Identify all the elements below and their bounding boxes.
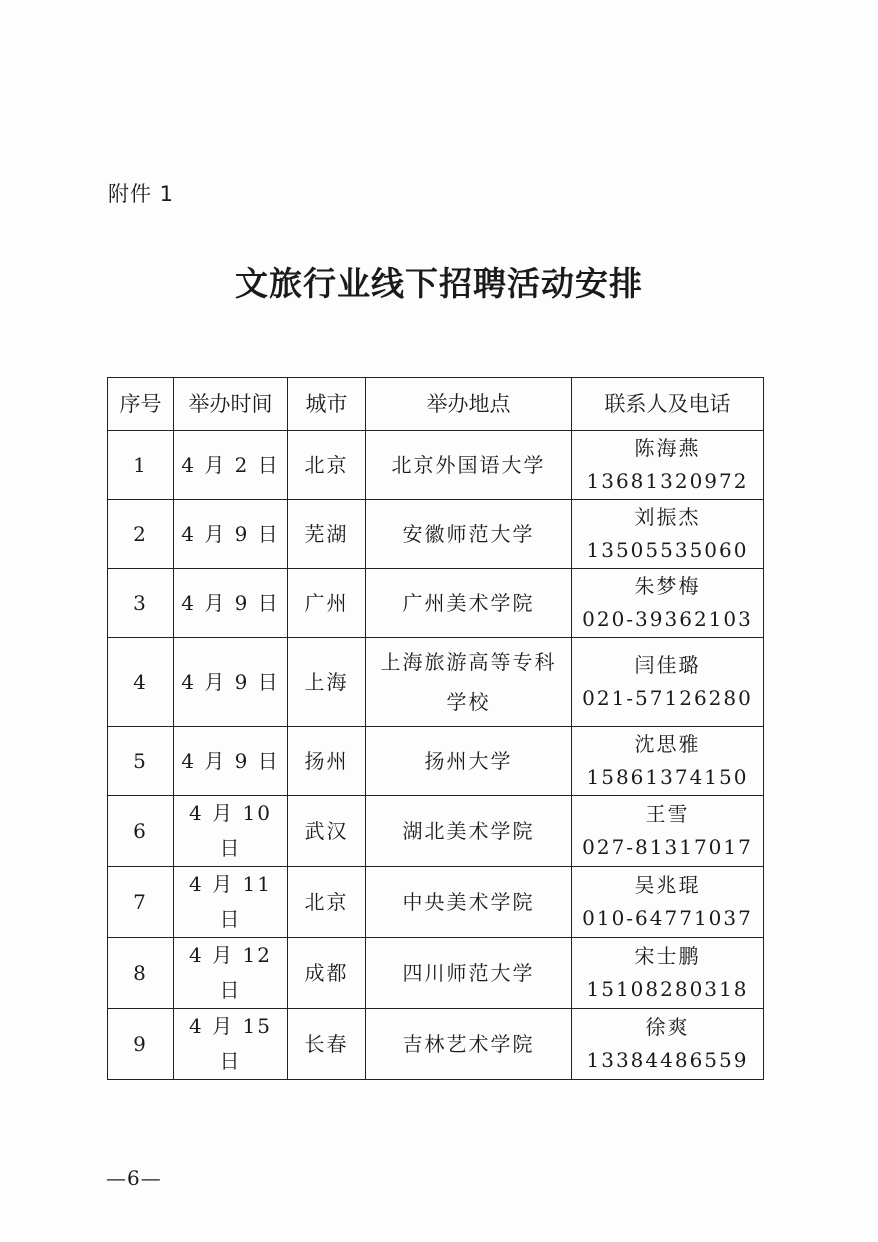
cell-index: 6	[108, 796, 174, 867]
cell-index: 5	[108, 727, 174, 796]
cell-venue	[366, 569, 572, 638]
table-row	[108, 727, 764, 796]
header-venue: 举办地点	[366, 378, 572, 431]
venue-text: 广州美术学院	[402, 591, 535, 615]
cell-date: 4 月 9 日	[174, 727, 288, 796]
cell-contact	[572, 938, 764, 1009]
contact-name: 徐爽	[645, 1015, 690, 1039]
cell-date: 4 月 10 日	[174, 796, 288, 867]
cell-date: 4 月 9 日	[174, 569, 288, 638]
table-row	[108, 1009, 764, 1080]
header-contact: 联系人及电话	[572, 378, 764, 431]
contact-phone: 027-81317017	[582, 835, 753, 859]
cell-date: 4 月 12 日	[174, 938, 288, 1009]
table-row	[108, 431, 764, 500]
contact-name: 王雪	[645, 802, 690, 826]
contact-phone: 010-64771037	[582, 906, 753, 930]
cell-venue	[366, 500, 572, 569]
table-row	[108, 796, 764, 867]
cell-contact	[572, 638, 764, 727]
table-row	[108, 638, 764, 727]
cell-contact	[572, 1009, 764, 1080]
venue-text: 安徽师范大学	[402, 522, 535, 546]
schedule-table	[107, 377, 764, 1080]
contact-name: 陈海燕	[634, 436, 701, 460]
header-index: 序号	[108, 378, 174, 431]
venue-text: 四川师范大学	[402, 961, 535, 985]
cell-date: 4 月 2 日	[174, 431, 288, 500]
contact-name: 刘振杰	[634, 505, 701, 529]
cell-date: 4 月 15 日	[174, 1009, 288, 1080]
cell-date: 4 月 11 日	[174, 867, 288, 938]
contact-phone: 020-39362103	[582, 607, 753, 631]
cell-city: 芜湖	[288, 500, 366, 569]
cell-index: 2	[108, 500, 174, 569]
cell-contact	[572, 796, 764, 867]
cell-venue	[366, 638, 572, 727]
table-row	[108, 500, 764, 569]
cell-city: 上海	[288, 638, 366, 727]
contact-phone: 13384486559	[586, 1048, 749, 1072]
table-row	[108, 569, 764, 638]
cell-venue	[366, 796, 572, 867]
header-city: 城市	[288, 378, 366, 431]
cell-venue	[366, 727, 572, 796]
cell-date: 4 月 9 日	[174, 638, 288, 727]
cell-venue	[366, 1009, 572, 1080]
cell-city: 长春	[288, 1009, 366, 1080]
contact-phone: 13505535060	[586, 538, 749, 562]
cell-venue	[366, 867, 572, 938]
cell-index: 1	[108, 431, 174, 500]
contact-name: 吴兆琨	[634, 873, 701, 897]
table-row	[108, 938, 764, 1009]
cell-city: 北京	[288, 867, 366, 938]
cell-contact	[572, 867, 764, 938]
venue-text: 扬州大学	[424, 749, 513, 773]
table-row	[108, 867, 764, 938]
cell-city: 扬州	[288, 727, 366, 796]
contact-phone: 13681320972	[586, 469, 749, 493]
contact-phone: 15108280318	[586, 977, 749, 1001]
contact-phone: 021-57126280	[582, 686, 753, 710]
cell-index: 8	[108, 938, 174, 1009]
cell-index: 7	[108, 867, 174, 938]
table-header-row	[108, 378, 764, 431]
venue-text: 吉林艺术学院	[402, 1032, 535, 1056]
venue-text: 中央美术学院	[402, 890, 535, 914]
cell-date: 4 月 9 日	[174, 500, 288, 569]
venue-text: 上海旅游高等专科学校	[380, 650, 557, 714]
contact-name: 宋士鹏	[634, 944, 701, 968]
cell-venue	[366, 431, 572, 500]
cell-index: 4	[108, 638, 174, 727]
cell-contact	[572, 500, 764, 569]
cell-index: 9	[108, 1009, 174, 1080]
contact-phone: 15861374150	[586, 765, 749, 789]
venue-text: 湖北美术学院	[402, 819, 535, 843]
contact-name: 朱梦梅	[634, 574, 701, 598]
contact-name: 沈思雅	[634, 732, 701, 756]
header-date: 举办时间	[174, 378, 288, 431]
cell-city: 广州	[288, 569, 366, 638]
cell-venue	[366, 938, 572, 1009]
cell-index: 3	[108, 569, 174, 638]
cell-city: 成都	[288, 938, 366, 1009]
page-number: —6—	[106, 1166, 162, 1190]
cell-contact	[572, 569, 764, 638]
venue-text: 北京外国语大学	[391, 453, 546, 477]
cell-contact	[572, 727, 764, 796]
cell-city: 北京	[288, 431, 366, 500]
document-title: 文旅行业线下招聘活动安排	[235, 264, 643, 303]
attachment-label: 附件 1	[108, 182, 175, 206]
cell-contact	[572, 431, 764, 500]
contact-name: 闫佳璐	[634, 653, 701, 677]
cell-city: 武汉	[288, 796, 366, 867]
